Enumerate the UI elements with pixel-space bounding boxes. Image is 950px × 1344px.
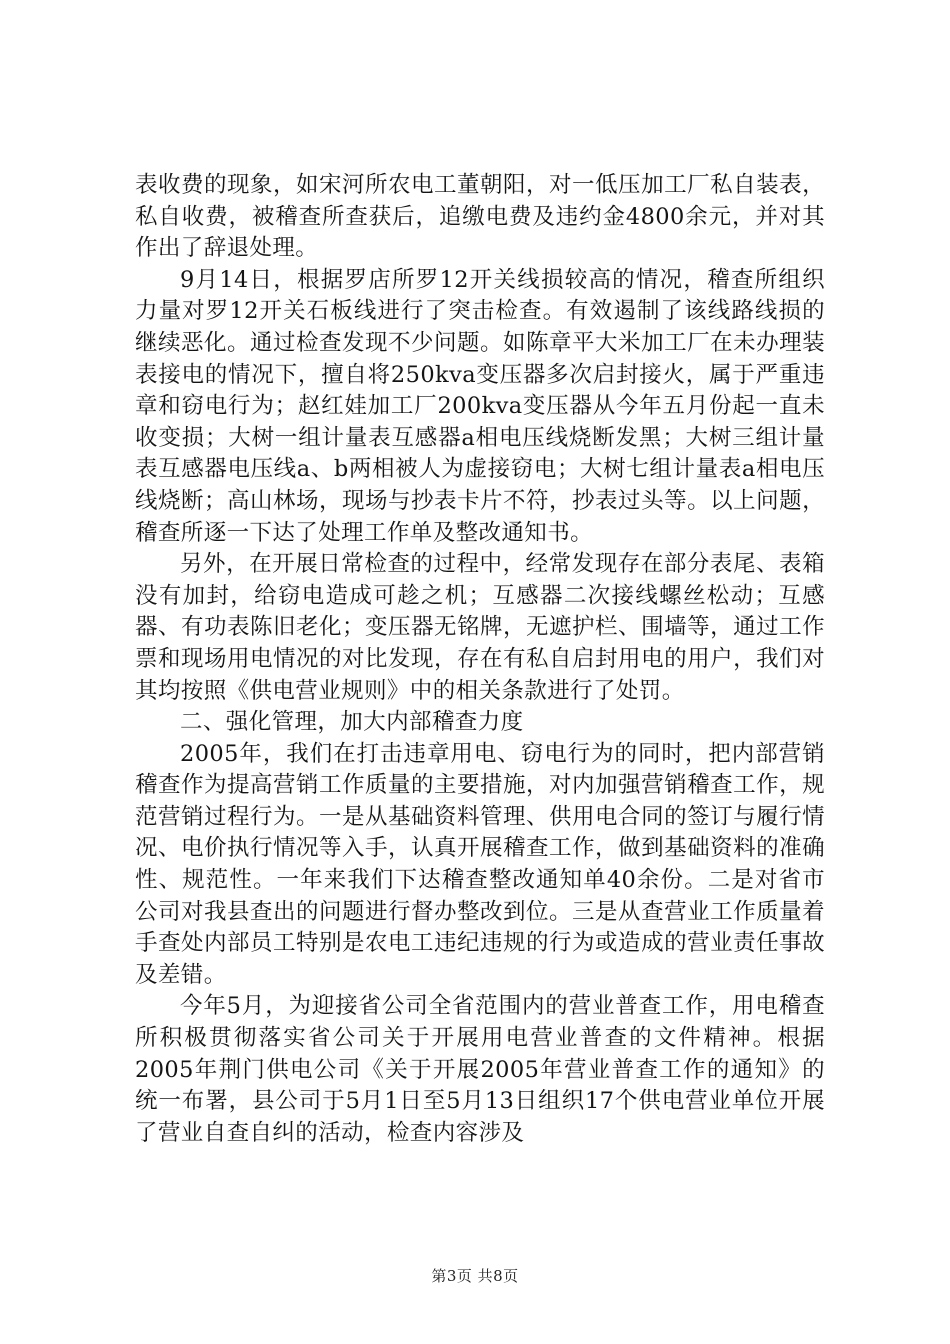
page-number-footer: 第3页 共8页: [431, 1267, 519, 1285]
paragraph-3: 另外，在开展日常检查的过程中，经常发现存在部分表尾、表箱没有加封，给窃电造成可趁之机；互感器二次接线螺丝松动；互感器、有功表陈旧老化；变压器无铭牌，无遮护栏、围墙等，通过工作票和现场用电情况的对比发现，存在有私自启封用电的用户，我们对其均按照《供电营业规则》中的相关条款进行了处罚。: [135, 551, 825, 704]
paragraph-4: 2005年，我们在打击违章用电、窃电行为的同时，把内部营销稽查作为提高营销工作质量的主要措施，对内加强营销稽查工作，规范营销过程行为。一是从基础资料管理、供用电合同的签订与履行情况、电价执行情况等入手，认真开展稽查工作，做到基础资料的准确性、规范性。一年来我们下达稽查整改通知单40余份。二是对省市公司对我县查出的问题进行督办整改到位。三是从查营业工作质量着手查处内部员工特别是农电工违纪违规的行为或造成的营业责任事故及差错。: [135, 740, 825, 988]
paragraph-5: 今年5月，为迎接省公司全省范围内的营业普查工作，用电稽查所积极贯彻落实省公司关于开展用电营业普查的文件精神。根据2005年荆门供电公司《关于开展2005年营业普查工作的通知》的统一布署，县公司于5月1日至5月13日组织17个供电营业单位开展了营业自查自纠的活动，检查内容涉及: [135, 993, 825, 1146]
section-heading: 二、强化管理，加大内部稽查力度: [180, 709, 524, 736]
paragraph-1: 表收费的现象，如宋河所农电工董朝阳，对一低压加工厂私自装表，私自收费，被稽查所查获后，追缴电费及违约金4800余元，并对其作出了辞退处理。: [135, 172, 825, 262]
paragraph-2: 9月14日，根据罗店所罗12开关线损较高的情况，稽查所组织力量对罗12开关石板线进行了突击检查。有效遏制了该线路线损的继续恶化。通过检查发现不少问题。如陈章平大米加工厂在未办理装表接电的情况下，擅自将250kva变压器多次启封接火，属于严重违章和窃电行为；赵红娃加工厂200kva变压器从今年五月份起一直未收变损；大树一组计量表互感器a相电压线烧断发黑；大树三组计量表互感器电压线a、b两相被人为虚接窃电；大树七组计量表a相电压线烧断；高山林场，现场与抄表卡片不符，抄表过头等。以上问题，稽查所逐一下达了处理工作单及整改通知书。: [135, 266, 825, 546]
document-body: [135, 170, 825, 1149]
